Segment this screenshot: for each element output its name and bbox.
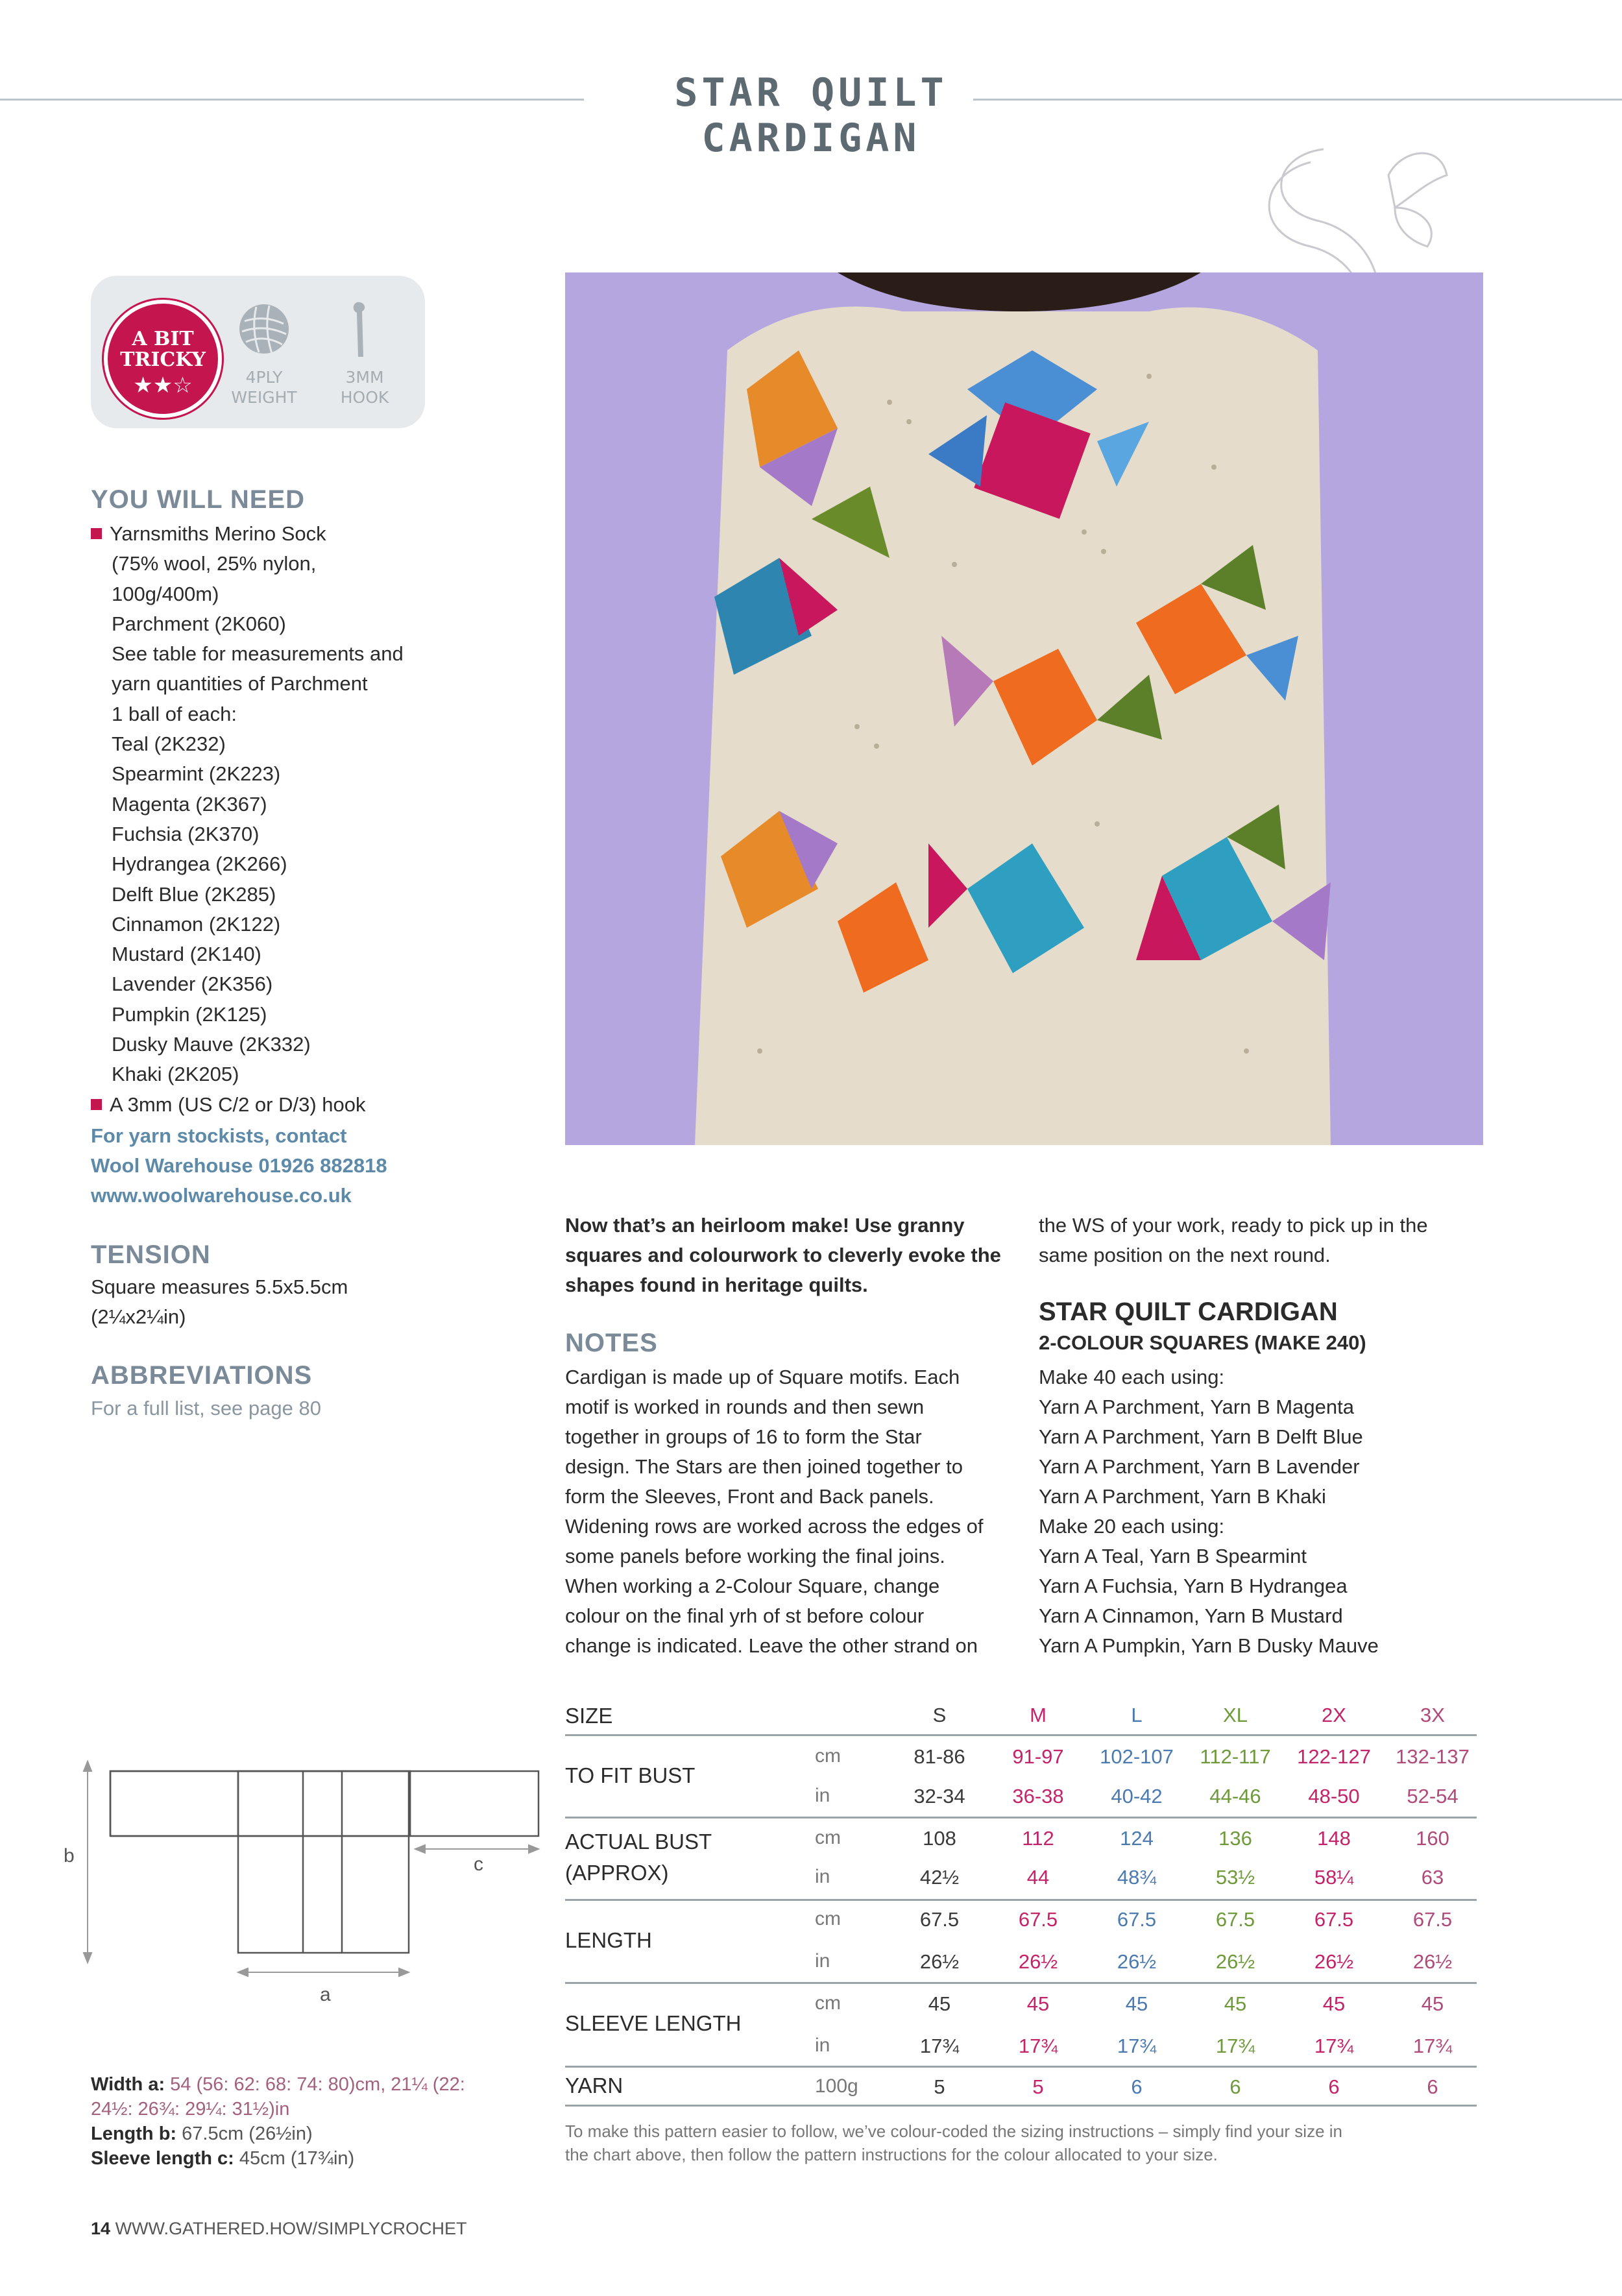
table-cell: 26½ [1117, 1950, 1157, 1973]
pattern-line: Yarn A Teal, Yarn B Spearmint [1039, 1545, 1307, 1567]
size-header: S [932, 1704, 947, 1726]
row-label: TO FIT BUST [565, 1763, 696, 1787]
list-item: A 3mm (US C/2 or D/3) hook [91, 1090, 404, 1120]
unit-label: in [815, 2035, 830, 2056]
table-cell: 26½ [1314, 1950, 1354, 1973]
unit-label: cm [815, 1908, 841, 1929]
you-will-need-heading: YOU WILL NEED [91, 485, 306, 514]
stockist-text: For yarn stockists, contact [91, 1124, 347, 1147]
notes-line: form the Sleeves, Front and Back panels. [565, 1485, 934, 1508]
table-cell: 45 [1421, 1992, 1444, 2015]
table-cell: 132-137 [1396, 1745, 1470, 1768]
table-cell: 58¼ [1314, 1866, 1354, 1889]
table-cell: 5 [934, 2075, 945, 2098]
difficulty-badge [104, 300, 222, 418]
notes-line: some panels before working the final joins. [565, 1545, 945, 1567]
notes-line: motif is worked in rounds and then sewn [565, 1396, 925, 1418]
table-cell: 6 [1229, 2075, 1241, 2098]
row-label: (APPROX) [565, 1861, 669, 1885]
pattern-line: Yarn A Parchment, Yarn B Delft Blue [1039, 1425, 1363, 1448]
table-cell: 53½ [1215, 1866, 1255, 1889]
difficulty-line-2: TRICKY [120, 348, 206, 371]
table-cell: 44 [1026, 1866, 1050, 1889]
table-cell: 67.5 [1412, 1908, 1453, 1931]
row-label: LENGTH [565, 1928, 652, 1952]
sleeve-measure-value: 45cm (17¾in) [234, 2148, 355, 2169]
weight-label: 4PLY WEIGHT [231, 368, 297, 407]
bullet-icon [91, 1099, 102, 1110]
table-cell: 17¾ [1215, 2035, 1255, 2057]
row-label: ACTUAL BUST [565, 1830, 712, 1854]
table-rule [565, 2105, 1477, 2107]
stockist-phone: Wool Warehouse 01926 882818 [91, 1154, 387, 1177]
width-measure-label: Width a: [91, 2074, 165, 2095]
notes-line: When working a 2-Colour Square, change [565, 1575, 940, 1597]
pattern-line: Yarn A Fuchsia, Yarn B Hydrangea [1039, 1575, 1348, 1597]
tension-heading: TENSION [91, 1240, 211, 1269]
table-cell: 67.5 [919, 1908, 960, 1931]
list-item: Spearmint (2K223) [112, 762, 281, 786]
table-cell: 81-86 [914, 1745, 965, 1768]
table-cell: 6 [1328, 2075, 1340, 2098]
table-cell: 40-42 [1111, 1785, 1163, 1807]
table-cell: 42½ [919, 1866, 960, 1889]
page-number: 14 [91, 2219, 111, 2238]
materials-list [91, 519, 404, 1120]
table-cell: 122-127 [1297, 1745, 1371, 1768]
table-cell: 45 [1224, 1992, 1247, 2015]
list-item: (75% wool, 25% nylon, [112, 552, 317, 575]
table-cell: 45 [1322, 1992, 1346, 2015]
notes-heading: NOTES [565, 1329, 658, 1357]
abbreviations-heading: ABBREVIATIONS [91, 1361, 313, 1390]
length-measure [91, 2121, 313, 2146]
notes-cont-line-2: same position on the next round. [1039, 1244, 1331, 1266]
cardigan-photo [565, 272, 1483, 1145]
list-item: yarn quantities of Parchment [112, 672, 368, 695]
notes-line: Cardigan is made up of Square motifs. Each [565, 1366, 960, 1388]
table-rule [565, 1734, 1477, 1736]
intro-line-2: squares and colourwork to cleverly evoke the [565, 1244, 1001, 1266]
notes-line: change is indicated. Leave the other strand on [565, 1634, 978, 1657]
list-item: Cinnamon (2K122) [112, 912, 281, 936]
table-cell: 67.5 [1117, 1908, 1157, 1931]
list-item: Delft Blue (2K285) [112, 882, 276, 906]
notes-line: design. The Stars are then joined together to [565, 1455, 963, 1478]
table-cell: 67.5 [1018, 1908, 1058, 1931]
table-rule [565, 1817, 1477, 1819]
unit-label: in [815, 1950, 830, 1972]
table-cell: 67.5 [1314, 1908, 1354, 1931]
length-measure-value: 67.5cm (26½in) [176, 2123, 313, 2144]
intro-line-1: Now that’s an heirloom make! Use granny [565, 1214, 965, 1237]
pattern-line: Make 40 each using: [1039, 1366, 1225, 1388]
table-cell: 36-38 [1012, 1785, 1064, 1807]
pattern-line: Yarn A Pumpkin, Yarn B Dusky Mauve [1039, 1634, 1379, 1657]
list-item: 100g/400m) [112, 582, 219, 605]
table-cell: 26½ [1215, 1950, 1255, 1973]
notes-cont-line-1: the WS of your work, ready to pick up in the [1039, 1214, 1428, 1237]
list-item: Teal (2K232) [112, 732, 226, 756]
notes-line: Widening rows are worked across the edges of [565, 1515, 984, 1538]
table-footnote-1: To make this pattern easier to follow, we’ve colour-coded the sizing instructions – simply find your size in [565, 2121, 1343, 2141]
table-cell: 48¾ [1117, 1866, 1157, 1889]
table-cell: 124 [1120, 1827, 1154, 1850]
list-item: Hydrangea (2K266) [112, 852, 287, 876]
tension-line-1: Square measures 5.5x5.5cm [91, 1275, 348, 1298]
table-cell: 17¾ [919, 2035, 960, 2057]
row-label: SLEEVE LENGTH [565, 2011, 742, 2035]
table-cell: 26½ [919, 1950, 960, 1973]
table-cell: 108 [923, 1827, 956, 1850]
table-cell: 91-97 [1012, 1745, 1064, 1768]
table-cell: 160 [1416, 1827, 1449, 1850]
table-cell: 52-54 [1407, 1785, 1459, 1807]
table-cell: 17¾ [1412, 2035, 1453, 2057]
width-measure-values: 54 (56: 62: 68: 74: 80)cm, 21¼ (22: [165, 2074, 465, 2095]
table-cell: 112-117 [1200, 1745, 1271, 1768]
unit-label: in [815, 1785, 830, 1806]
table-cell: 136 [1218, 1827, 1252, 1850]
table-cell: 148 [1317, 1827, 1351, 1850]
pattern-line: Yarn A Parchment, Yarn B Lavender [1039, 1455, 1360, 1478]
table-cell: 26½ [1018, 1950, 1058, 1973]
unit-label: cm [815, 1745, 841, 1767]
table-cell: 17¾ [1314, 2035, 1354, 2057]
unit-label: cm [815, 1827, 841, 1848]
page-footer [91, 2219, 467, 2239]
sleeve-measure-label: Sleeve length c: [91, 2148, 234, 2169]
table-rule [565, 1899, 1477, 1901]
table-rule [565, 1982, 1477, 1984]
table-cell: 102-107 [1100, 1745, 1174, 1768]
header-rule-right [973, 99, 1622, 101]
hook-icon [344, 300, 376, 359]
list-item: Khaki (2K205) [112, 1063, 239, 1086]
cardigan-illustration [565, 272, 1483, 1145]
list-item: Lavender (2K356) [112, 973, 273, 996]
width-measure-line-1 [91, 2072, 465, 2097]
table-cell: 63 [1421, 1866, 1444, 1889]
unit-label: 100g [815, 2075, 858, 2097]
table-cell: 6 [1427, 2075, 1438, 2098]
table-cell: 45 [1125, 1992, 1148, 2015]
stockist-link[interactable]: www.woolwarehouse.co.uk [91, 1184, 352, 1207]
diagram-label-a: a [320, 1984, 331, 2005]
list-item: Yarnsmiths Merino Sock [91, 519, 404, 549]
pattern-line: Yarn A Parchment, Yarn B Khaki [1039, 1485, 1326, 1508]
list-item: Magenta (2K367) [112, 792, 267, 816]
difficulty-line-1: A BIT [132, 328, 194, 350]
length-measure-label: Length b: [91, 2123, 177, 2144]
pattern-subheading: 2-COLOUR SQUARES (MAKE 240) [1039, 1331, 1366, 1354]
intro-line-3: shapes found in heritage quilts. [565, 1274, 868, 1296]
size-header: 2X [1322, 1704, 1346, 1726]
abbreviations-link[interactable]: For a full list, see page 80 [91, 1397, 321, 1420]
list-item: Dusky Mauve (2K332) [112, 1033, 311, 1056]
difficulty-stars: ★★☆ [133, 372, 193, 398]
table-cell: 17¾ [1018, 2035, 1058, 2057]
footer-url[interactable]: WWW.GATHERED.HOW/SIMPLYCROCHET [115, 2219, 467, 2238]
diagram-label-b: b [64, 1845, 75, 1867]
hook-label: 3MM HOOK [340, 368, 389, 407]
unit-label: cm [815, 1992, 841, 2014]
row-label: YARN [565, 2073, 623, 2097]
page-title: STAR QUILT CARDIGAN [674, 70, 948, 161]
size-header: L [1131, 1704, 1143, 1726]
table-cell: 32-34 [914, 1785, 965, 1807]
table-footnote-2: the chart above, then follow the pattern instructions for the colour allocated to your size. [565, 2145, 1218, 2164]
table-cell: 26½ [1412, 1950, 1453, 1973]
pattern-line: Make 20 each using: [1039, 1515, 1225, 1538]
notes-line: together in groups of 16 to form the Star [565, 1425, 922, 1448]
table-cell: 48-50 [1308, 1785, 1360, 1807]
table-cell: 44-46 [1209, 1785, 1261, 1807]
yarn-ball-icon [237, 302, 291, 356]
pattern-line: Yarn A Parchment, Yarn B Magenta [1039, 1396, 1354, 1418]
table-cell: 112 [1022, 1827, 1054, 1850]
table-cell: 17¾ [1117, 2035, 1157, 2057]
header-rule-left [0, 99, 584, 101]
sleeve-measure [91, 2146, 354, 2171]
list-item: Pumpkin (2K125) [112, 1002, 267, 1026]
bullet-icon [91, 528, 102, 539]
width-measure-line-2: 24½: 26¾: 29¼: 31½)in [91, 2099, 290, 2120]
list-item: See table for measurements and [112, 642, 404, 666]
table-cell: 45 [928, 1992, 951, 2015]
table-cell: 6 [1131, 2075, 1143, 2098]
size-header: XL [1223, 1704, 1248, 1726]
list-item: Mustard (2K140) [112, 943, 261, 966]
table-cell: 5 [1032, 2075, 1044, 2098]
unit-label: in [815, 1866, 830, 1887]
table-rule [565, 2066, 1477, 2068]
size-label: SIZE [565, 1704, 613, 1728]
list-item: 1 ball of each: [112, 702, 237, 725]
list-item: Fuchsia (2K370) [112, 822, 260, 845]
size-header: M [1030, 1704, 1047, 1726]
size-header: 3X [1420, 1704, 1445, 1726]
diagram-label-c: c [474, 1854, 483, 1875]
notes-line: colour on the final yrh of st before colour [565, 1604, 925, 1627]
list-item: Parchment (2K060) [112, 612, 286, 635]
pattern-heading: STAR QUILT CARDIGAN [1039, 1298, 1338, 1326]
pattern-line: Yarn A Cinnamon, Yarn B Mustard [1039, 1604, 1343, 1627]
table-cell: 67.5 [1215, 1908, 1255, 1931]
table-cell: 45 [1026, 1992, 1050, 2015]
tension-line-2: (2¼x2¼in) [91, 1305, 186, 1328]
